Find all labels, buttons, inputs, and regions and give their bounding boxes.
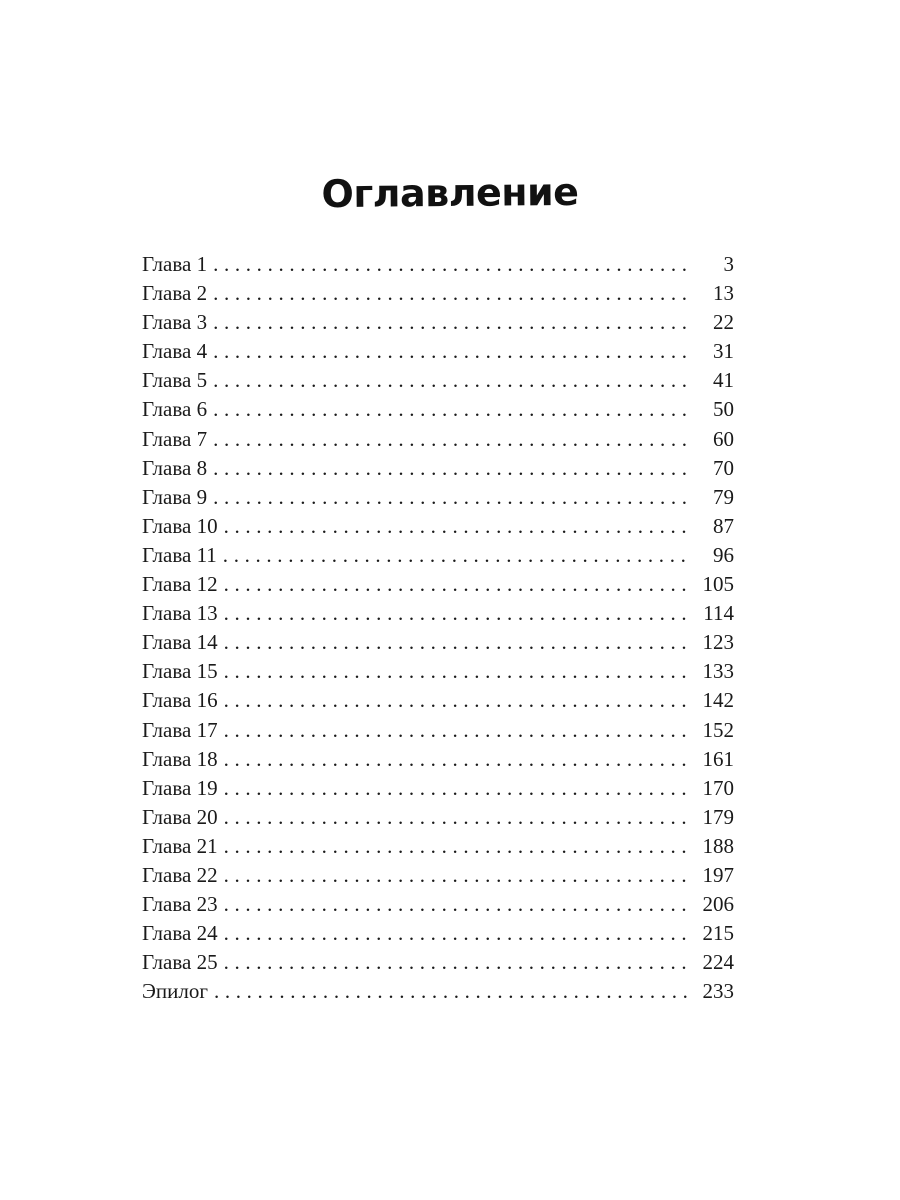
toc-entry-label: Глава 6	[142, 397, 208, 422]
toc-entry-page-number: 142	[702, 688, 734, 713]
toc-entry-label: Глава 19	[142, 775, 218, 800]
toc-entry-label: Глава 21	[142, 833, 218, 858]
toc-entry-label: Глава 24	[142, 921, 218, 946]
dot-leader	[224, 861, 692, 890]
toc-entry-label: Глава 4	[142, 339, 208, 364]
toc-entry-label: Глава 9	[142, 484, 208, 509]
toc-entry-page-number: 60	[713, 426, 734, 451]
dot-leader	[214, 977, 692, 1006]
toc-entry-label: Глава 13	[142, 601, 218, 626]
toc-entry[interactable]	[142, 454, 734, 483]
toc-entry-page-number: 70	[713, 455, 734, 480]
dot-leader	[224, 832, 692, 861]
toc-entry-page-number: 41	[713, 368, 734, 393]
toc-entry-page-number: 179	[702, 804, 734, 829]
dot-leader	[213, 454, 692, 483]
dot-leader	[223, 541, 692, 570]
toc-entry-page-number: 206	[702, 892, 734, 917]
toc-entry-label: Глава 7	[142, 426, 208, 451]
toc-entry[interactable]	[142, 948, 734, 977]
toc-entry-label: Глава 5	[142, 368, 208, 393]
toc-entry-page-number: 133	[702, 659, 734, 684]
toc-entry-page-number: 87	[713, 513, 734, 538]
toc-entry-page-number: 96	[713, 542, 734, 567]
dot-leader	[224, 686, 692, 715]
toc-entry[interactable]	[142, 832, 734, 861]
toc-entry[interactable]	[142, 483, 734, 512]
dot-leader	[224, 657, 692, 686]
toc-entry-label: Глава 14	[142, 630, 218, 655]
toc-entry-page-number: 79	[713, 484, 734, 509]
toc-entry-label: Глава 17	[142, 717, 218, 742]
dot-leader	[213, 337, 692, 366]
toc-entry-page-number: 3	[723, 252, 734, 276]
dot-leader	[224, 716, 692, 745]
toc-entry[interactable]	[142, 366, 734, 395]
toc-entry-label: Глава 22	[142, 862, 218, 887]
toc-entry-page-number: 114	[703, 601, 734, 626]
toc-entry[interactable]	[142, 512, 734, 541]
toc-entry-page-number: 224	[702, 950, 734, 975]
toc-entry-page-number: 105	[702, 572, 734, 597]
toc-entry[interactable]	[142, 599, 734, 628]
dot-leader	[213, 425, 692, 454]
dot-leader	[224, 570, 692, 599]
dot-leader	[224, 628, 692, 657]
toc-entry-page-number: 233	[702, 979, 734, 1004]
toc-entry-label: Глава 8	[142, 455, 208, 480]
table-of-contents	[142, 250, 734, 1006]
dot-leader	[213, 279, 692, 308]
toc-entry-page-number: 13	[713, 281, 734, 306]
toc-entry-page-number: 152	[702, 717, 734, 742]
toc-entry-label: Эпилог	[142, 979, 208, 1004]
toc-entry[interactable]	[142, 861, 734, 890]
toc-entry[interactable]	[142, 977, 734, 1006]
toc-entry[interactable]	[142, 657, 734, 686]
dot-leader	[224, 774, 692, 803]
dot-leader	[224, 745, 692, 774]
toc-entry[interactable]	[142, 686, 734, 715]
toc-entry[interactable]	[142, 395, 734, 424]
toc-entry-label: Глава 11	[142, 542, 217, 567]
toc-entry-label: Глава 12	[142, 572, 218, 597]
page-title: Оглавление	[321, 170, 579, 217]
toc-entry-label: Глава 3	[142, 310, 208, 335]
dot-leader	[213, 395, 692, 424]
toc-entry[interactable]	[142, 337, 734, 366]
toc-entry-label: Глава 1	[142, 252, 208, 276]
toc-entry[interactable]	[142, 279, 734, 308]
toc-entry-label: Глава 23	[142, 892, 218, 917]
toc-entry[interactable]	[142, 919, 734, 948]
toc-entry-page-number: 22	[713, 310, 734, 335]
toc-entry[interactable]	[142, 250, 734, 279]
toc-entry-label: Глава 10	[142, 513, 218, 538]
toc-entry-label: Глава 20	[142, 804, 218, 829]
toc-entry-page-number: 123	[702, 630, 734, 655]
dot-leader	[224, 919, 692, 948]
dot-leader	[224, 803, 692, 832]
dot-leader	[213, 250, 692, 279]
dot-leader	[224, 890, 692, 919]
toc-entry-label: Глава 16	[142, 688, 218, 713]
dot-leader	[224, 512, 692, 541]
toc-entry-page-number: 170	[702, 775, 734, 800]
toc-entry-page-number: 161	[702, 746, 734, 771]
toc-entry-page-number: 50	[713, 397, 734, 422]
dot-leader	[213, 308, 692, 337]
toc-entry-label: Глава 25	[142, 950, 218, 975]
toc-entry-page-number: 31	[713, 339, 734, 364]
toc-entry-label: Глава 2	[142, 281, 208, 306]
toc-entry-page-number: 188	[702, 833, 734, 858]
dot-leader	[224, 948, 692, 977]
toc-entry[interactable]	[142, 425, 734, 454]
toc-entry[interactable]	[142, 774, 734, 803]
toc-entry[interactable]	[142, 570, 734, 599]
dot-leader	[213, 483, 692, 512]
dot-leader	[224, 599, 692, 628]
toc-entry-page-number: 197	[702, 862, 734, 887]
toc-entry[interactable]	[142, 803, 734, 832]
toc-entry[interactable]	[142, 541, 734, 570]
toc-entry[interactable]	[142, 890, 734, 919]
toc-entry[interactable]	[142, 745, 734, 774]
toc-entry-page-number: 215	[702, 921, 734, 946]
toc-entry[interactable]	[142, 628, 734, 657]
toc-entry[interactable]	[142, 716, 734, 745]
toc-entry-label: Глава 15	[142, 659, 218, 684]
toc-entry[interactable]	[142, 308, 734, 337]
toc-entry-label: Глава 18	[142, 746, 218, 771]
dot-leader	[213, 366, 692, 395]
